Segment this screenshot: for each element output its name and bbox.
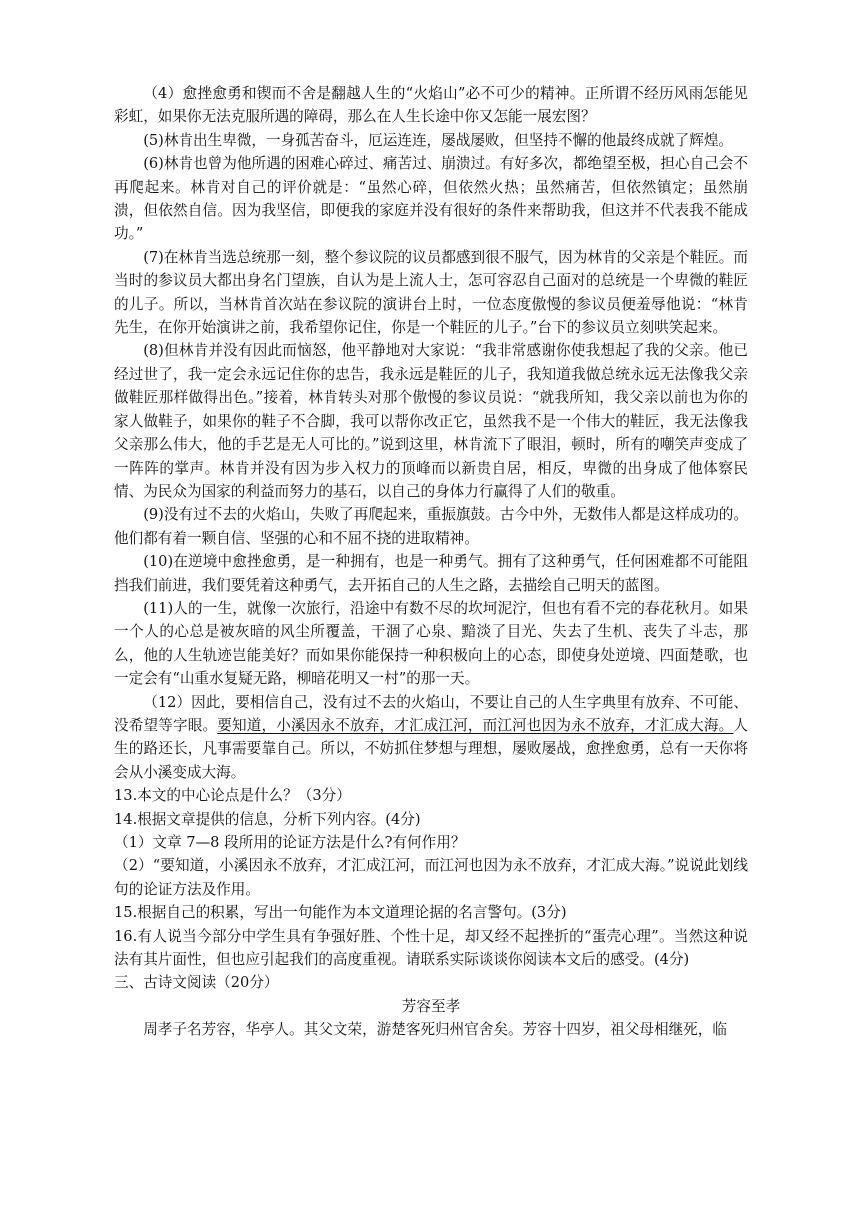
paragraph-6: (6)林肯也曾为他所遇的困难心碎过、痛苦过、崩溃过。有好多次，都绝望至极，担心自己会不再爬起来。林肯对自己的评价就是：“虽然心碎，但依然火热；虽然痛苦，但依然镇定；虽然崩溃，但依然自信。因为我坚信，即便我的家庭并没有很好的条件来帮助我，但这并不代表我不能成功。” bbox=[114, 155, 748, 243]
paragraph-5: (5)林肯出生卑微，一身孤苦奋斗，厄运连连，屡战屡败，但坚持不懈的他最终成就了辉煌。 bbox=[143, 131, 734, 149]
page-content bbox=[114, 82, 748, 1042]
poem-title: 芳容至孝 bbox=[401, 997, 461, 1015]
paragraph-8: (8)但林肯并没有因此而恼怒，他平静地对大家说：“我非常感谢你使我想起了我的父亲。他已经过世了，我一定会永远记住你的忠告，我永远是鞋匠的儿子，我知道我做总统永远无法像我父亲做鞋匠那样做得出色。”接着，林肯转头对那个傲慢的参议员说：“就我所知，我父亲以前也为你的家人做鞋子，如果你的鞋子不合脚，我可以帮你改正它，虽然我不是一个伟大的鞋匠，我无法像我父亲那么伟大，他的手艺是无人可比的。”说到这里，林肯流下了眼泪，顿时，所有的嘲笑声变成了一阵阵的掌声。林肯并没有因为步入权力的顶峰而以新贵自居，相反，卑微的出身成了他体察民情、为民众为国家的利益而努力的基石，以自己的身体力行赢得了人们的敬重。 bbox=[114, 342, 748, 500]
paragraph-11: (11)人的一生，就像一次旅行，沿途中有数不尽的坎坷泥泞，但也有看不完的春花秋月。如果一个人的心总是被灰暗的风尘所覆盖，干涸了心泉、黯淡了目光、失去了生机、丧失了斗志，那么，他的人生轨迹岂能美好？而如果你能保持一种积极向上的心态，即使身处逆境、四面楚歌，也一定会有“山重水复疑无路，柳暗花明又一村”的那一天。 bbox=[114, 599, 748, 688]
question-15: 15.根据自己的积累，写出一句能作为本文道理论据的名言警句。(3分) bbox=[114, 904, 567, 922]
paragraph-12-before: （12）因此，要相信自己，没有过不去的火焰山，不要让自己的人生字典里有放弃、不可能、没希望等字眼。 bbox=[114, 693, 748, 734]
paragraph-12-after: 人生的路还长，凡事需要靠自己。所以，不妨抓住梦想与理想，屡败屡战，愈挫愈勇，总有一天你将会从小溪变成大海。 bbox=[114, 716, 748, 781]
paragraph-12 bbox=[114, 691, 748, 785]
section-heading: 三、古诗文阅读（20分） bbox=[114, 974, 279, 992]
classical-passage: 周孝子名芳容，华亭人。其父文荣，游楚客死归州官舍矣。芳容十四岁，祖父母相继死，临 bbox=[143, 1021, 727, 1039]
underlined-sentence: 要知道，小溪因永不放弃，才汇成江河，而江河也因为永不放弃，才汇成大海。 bbox=[217, 716, 734, 734]
question-16: 16.有人说当今部分中学生具有争强好胜、个性十足，却又经不起挫折的“蛋壳心理”。当然这种说法有其片面性，但也应引起我们的高度重视。请联系实际谈谈你阅读本文后的感受。(4分) bbox=[114, 927, 748, 969]
paragraph-10: (10)在逆境中愈挫愈勇，是一种拥有，也是一种勇气。拥有了这种勇气，任何困难都不可能阻挡我们前进，我们要凭着这种勇气，去开拓自己的人生之路，去描绘自己明天的蓝图。 bbox=[114, 553, 748, 594]
question-14: 14.根据文章提供的信息，分析下列内容。(4分) bbox=[114, 810, 421, 828]
question-14-1: （1）文章 7—8 段所用的论证方法是什么?有何作用？ bbox=[114, 834, 466, 851]
paragraph-4: （4）愈挫愈勇和锲而不舍是翻越人生的“火焰山”必不可少的精神。正所谓不经历风雨怎能见彩虹，如果你无法克服所遇的障碍，那么在人生长途中你又怎能一展宏图？ bbox=[114, 85, 748, 126]
question-13: 13.本文的中心论点是什么？（3分） bbox=[114, 787, 351, 805]
paragraph-9: (9)没有过不去的火焰山，失败了再爬起来，重振旗鼓。古今中外，无数伟人都是这样成功的。他们都有着一颗自信、坚强的心和不屈不挠的进取精神。 bbox=[114, 506, 748, 547]
question-14-2: （2）“要知道，小溪因永不放弃，才汇成江河，而江河也因为永不放弃，才汇成大海。”说说此划线句的论证方法及作用。 bbox=[114, 857, 748, 898]
paragraph-7: (7)在林肯当选总统那一刻，整个参议院的议员都感到很不服气，因为林肯的父亲是个鞋匠。而当时的参议员大都出身名门望族，自认为是上流人士，怎可容忍自己面对的总统是一个卑微的鞋匠的儿子。所以，当林肯首次站在参议院的演讲台上时，一位态度傲慢的参议员便羞辱他说：“林肯先生，在你开始演讲之前，我希望你记住，你是一个鞋匠的儿子。”台下的参议员立刻哄笑起来。 bbox=[114, 248, 748, 337]
